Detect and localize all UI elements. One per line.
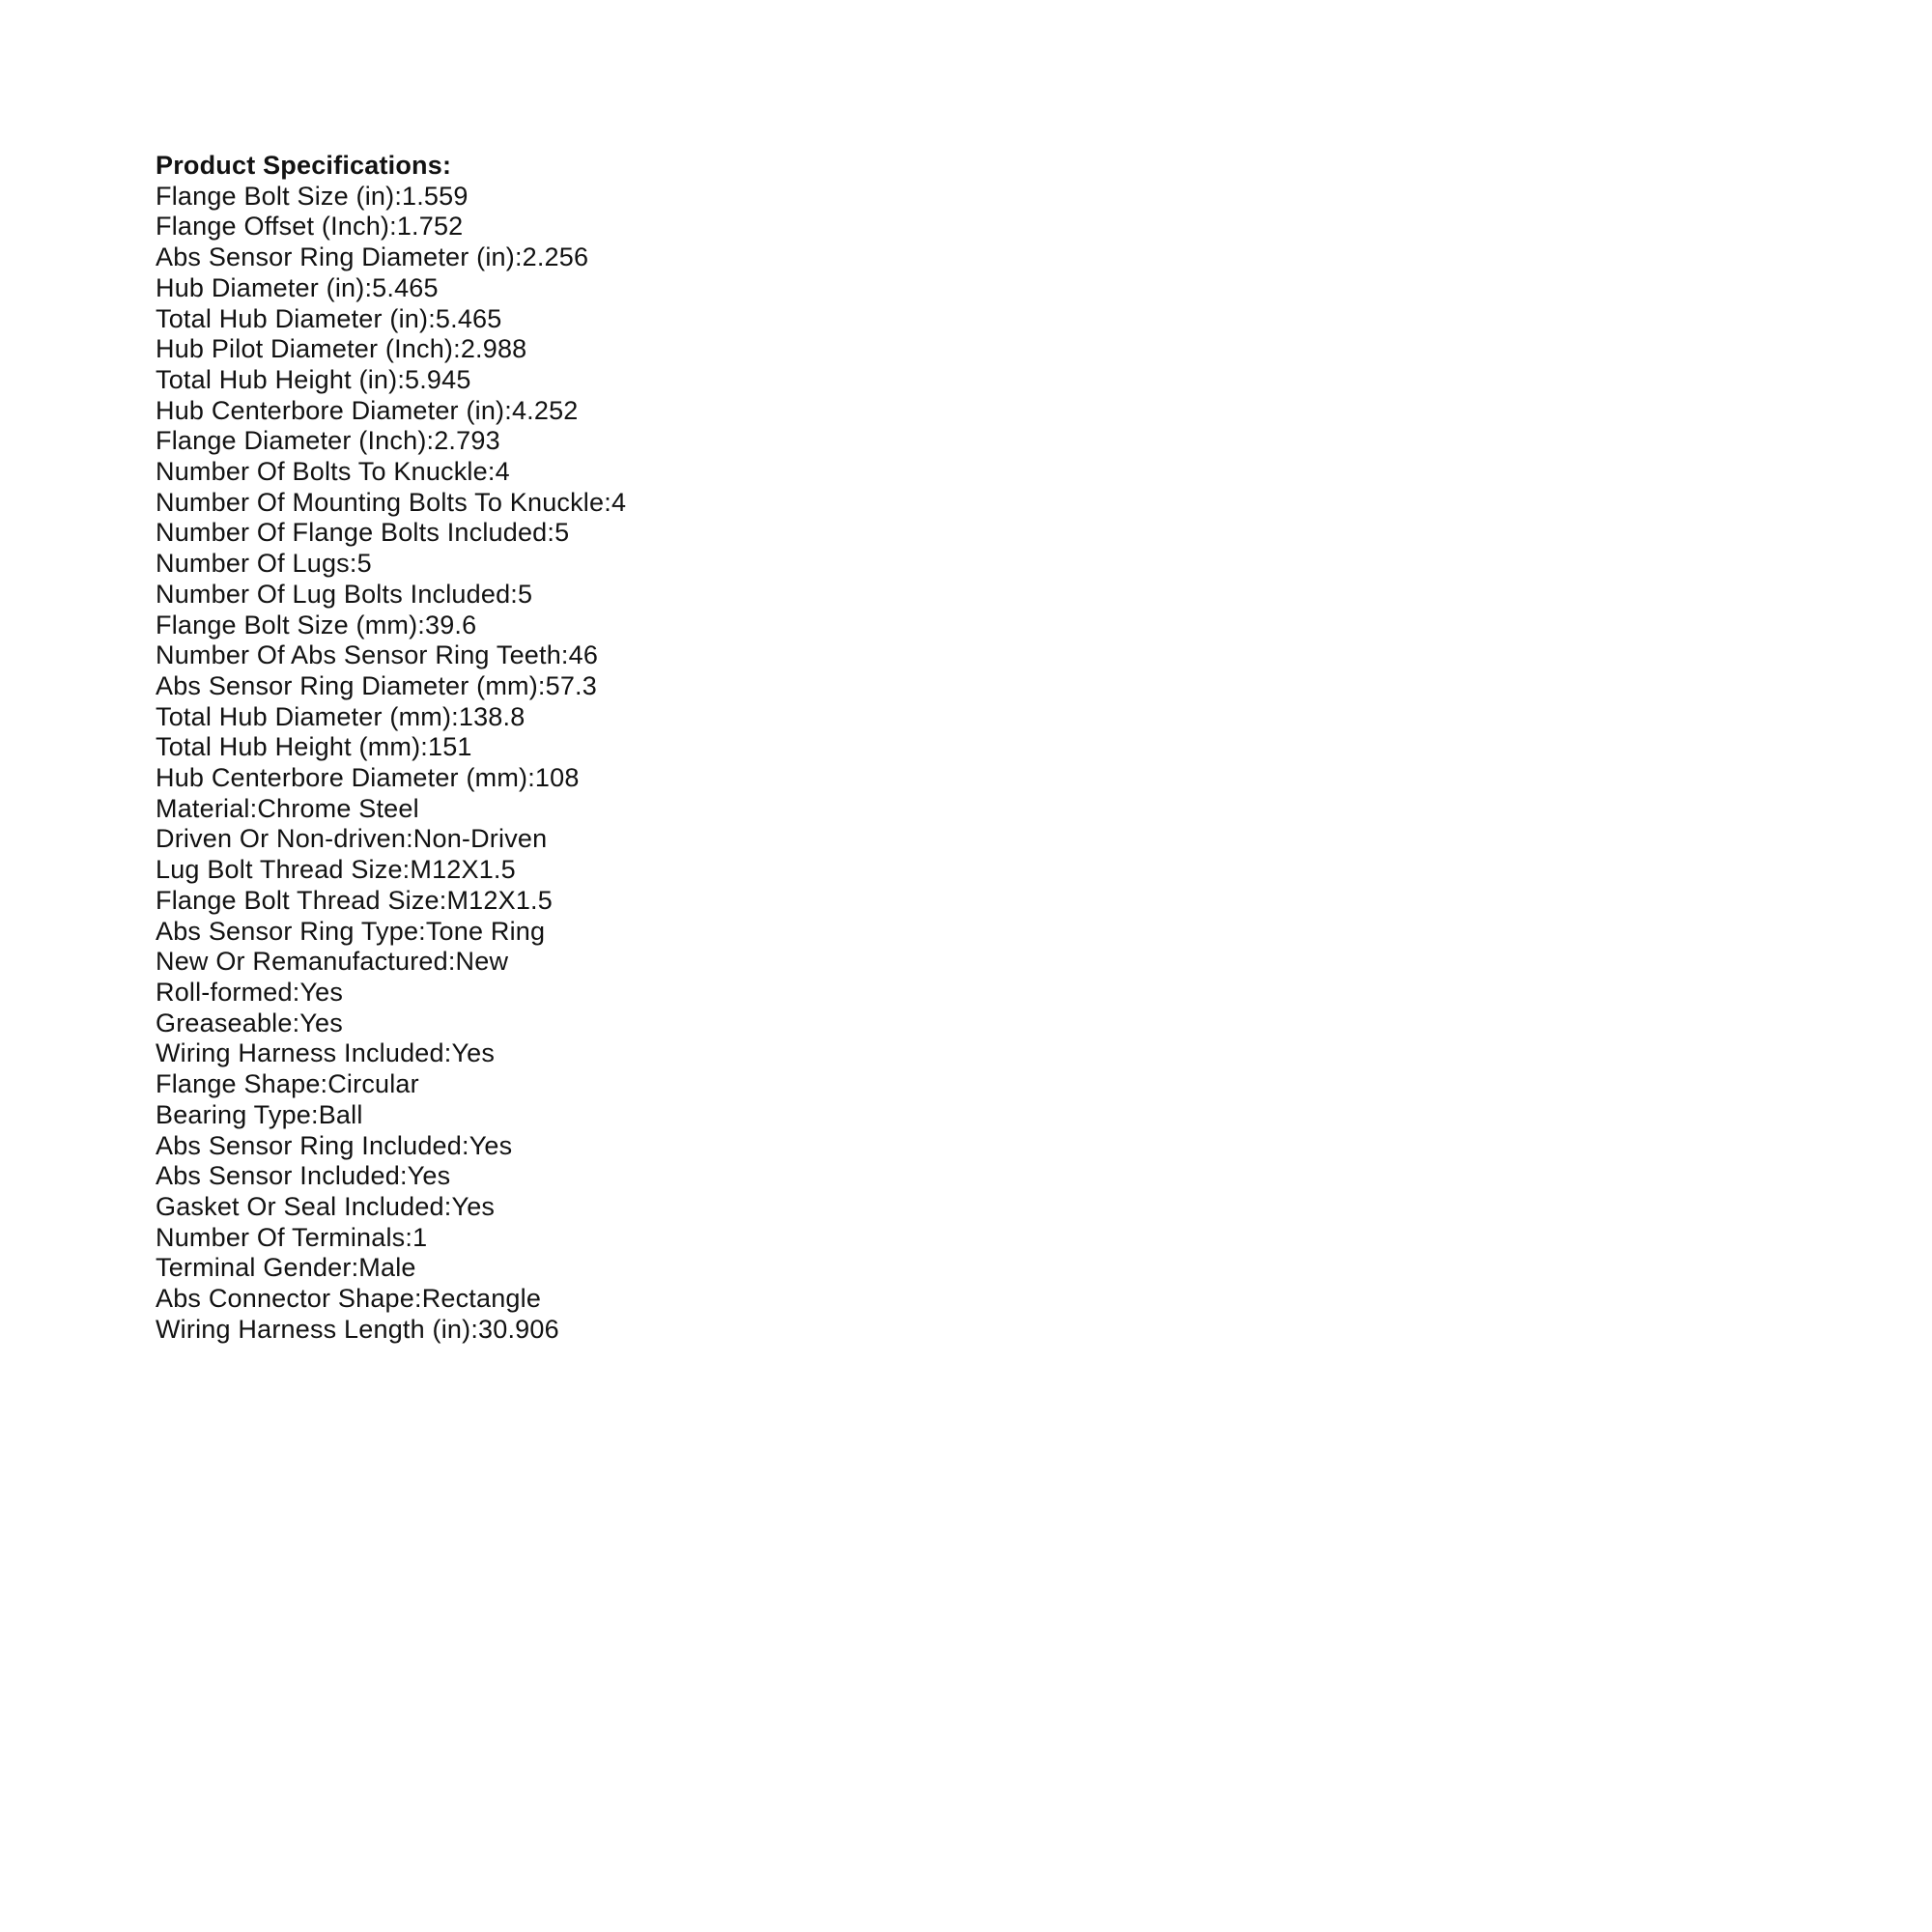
spec-row	[156, 702, 1605, 733]
spec-label: Hub Diameter (in)	[156, 272, 365, 302]
spec-value: 5	[356, 549, 372, 579]
spec-row	[156, 763, 1605, 794]
spec-row	[156, 334, 1605, 365]
spec-value: M12X1.5	[446, 885, 553, 915]
spec-separator: :	[453, 334, 461, 364]
spec-value: Circular	[327, 1069, 419, 1099]
spec-label: Total Hub Diameter (in)	[156, 303, 429, 333]
spec-label: Flange Shape	[156, 1069, 321, 1099]
spec-value: Ball	[318, 1099, 363, 1129]
spec-value: 57.3	[545, 670, 597, 700]
spec-separator: :	[418, 916, 426, 946]
spec-value: 46	[568, 640, 599, 670]
spec-row	[156, 365, 1605, 396]
spec-label: Total Hub Diameter (mm)	[156, 701, 452, 731]
spec-separator: :	[405, 1222, 413, 1252]
spec-label: Gasket Or Seal Included	[156, 1191, 444, 1221]
spec-separator: :	[389, 212, 397, 242]
spec-separator: :	[451, 701, 459, 731]
spec-separator: :	[504, 395, 512, 425]
spec-label: Abs Sensor Ring Included	[156, 1130, 462, 1160]
spec-separator: :	[249, 793, 258, 823]
spec-label: Total Hub Height (in)	[156, 364, 398, 394]
spec-label: Hub Centerbore Diameter (mm)	[156, 763, 528, 793]
spec-row	[156, 182, 1605, 213]
spec-value: 2.793	[434, 426, 500, 456]
spec-label: Terminal Gender	[156, 1253, 352, 1283]
spec-value: 5.945	[405, 364, 471, 394]
spec-separator: :	[560, 640, 569, 670]
spec-row	[156, 304, 1605, 335]
spec-value: Yes	[407, 1161, 451, 1191]
spec-row	[156, 732, 1605, 763]
spec-separator: :	[426, 426, 435, 456]
spec-separator: :	[292, 1008, 300, 1037]
spec-label: Number Of Flange Bolts Included	[156, 518, 548, 548]
spec-separator: :	[439, 885, 447, 915]
spec-separator: :	[394, 181, 403, 211]
spec-value: Yes	[451, 1038, 496, 1068]
spec-label: Flange Bolt Thread Size	[156, 885, 440, 915]
spec-label: Total Hub Height (mm)	[156, 732, 421, 762]
spec-separator: :	[406, 824, 413, 854]
spec-value: Yes	[469, 1130, 513, 1160]
spec-separator: :	[428, 303, 436, 333]
spec-value: Yes	[299, 1008, 343, 1037]
spec-value: 2.256	[522, 242, 589, 272]
spec-label: Wiring Harness Length (in)	[156, 1314, 471, 1344]
spec-row	[156, 396, 1605, 427]
spec-value: 4.252	[511, 395, 579, 425]
spec-value: 1.559	[402, 181, 469, 211]
spec-separator: :	[527, 763, 535, 793]
spec-label: Number Of Mounting Bolts To Knuckle	[156, 487, 605, 517]
spec-separator: :	[443, 1038, 452, 1068]
spec-label: Lug Bolt Thread Size	[156, 855, 403, 885]
spec-row	[156, 1038, 1605, 1069]
spec-label: Roll-formed	[156, 977, 293, 1007]
spec-separator: :	[447, 947, 456, 977]
spec-row	[156, 488, 1605, 519]
spec-value: 1.752	[396, 212, 464, 242]
spec-separator: :	[443, 1191, 452, 1221]
spec-separator: :	[514, 242, 523, 272]
spec-separator: :	[292, 977, 300, 1007]
spec-row	[156, 1131, 1605, 1162]
spec-separator: :	[311, 1099, 319, 1129]
spec-row	[156, 671, 1605, 702]
spec-value: Yes	[299, 977, 344, 1007]
spec-separator: :	[399, 1161, 408, 1191]
spec-label: Hub Pilot Diameter (Inch)	[156, 334, 454, 364]
spec-separator: :	[397, 364, 406, 394]
spec-label: Material	[156, 793, 250, 823]
spec-row	[156, 917, 1605, 948]
spec-row	[156, 426, 1605, 457]
spec-value: Male	[358, 1253, 416, 1283]
spec-row	[156, 824, 1605, 855]
spec-label: New Or Remanufactured	[156, 947, 448, 977]
spec-value: 1	[412, 1222, 428, 1252]
spec-row	[156, 1192, 1605, 1223]
spec-value: Tone Ring	[425, 916, 546, 946]
spec-row	[156, 978, 1605, 1009]
spec-separator: :	[510, 579, 518, 609]
spec-label: Greaseable	[156, 1008, 293, 1037]
spec-value: 108	[534, 763, 580, 793]
spec-row	[156, 886, 1605, 917]
spec-row	[156, 640, 1605, 671]
spec-row	[156, 1253, 1605, 1284]
spec-separator: :	[349, 549, 357, 579]
spec-value: 4	[611, 487, 627, 517]
spec-separator: :	[537, 670, 546, 700]
spec-value: M12X1.5	[410, 855, 516, 885]
spec-separator: :	[470, 1314, 479, 1344]
spec-value: 4	[495, 457, 510, 487]
spec-separator: :	[604, 487, 611, 517]
spec-row	[156, 1315, 1605, 1346]
spec-label: Number Of Terminals	[156, 1222, 406, 1252]
spec-row	[156, 1100, 1605, 1131]
specifications-list	[156, 151, 1605, 1345]
spec-value: Chrome Steel	[257, 793, 419, 823]
specifications-rows	[156, 182, 1605, 1346]
spec-label: Wiring Harness Included	[156, 1038, 444, 1068]
spec-row	[156, 457, 1605, 488]
spec-label: Number Of Abs Sensor Ring Teeth	[156, 640, 561, 670]
spec-separator: :	[417, 610, 425, 639]
spec-value: Yes	[451, 1191, 496, 1221]
spec-separator: :	[420, 732, 428, 762]
spec-label: Flange Diameter (Inch)	[156, 426, 427, 456]
spec-row	[156, 1161, 1605, 1192]
spec-row	[156, 580, 1605, 611]
spec-value: Non-Driven	[412, 824, 548, 854]
spec-value: 5	[554, 518, 570, 548]
spec-row	[156, 1223, 1605, 1254]
spec-row	[156, 549, 1605, 580]
spec-row	[156, 1009, 1605, 1039]
spec-separator: :	[402, 855, 411, 885]
spec-value: 5.465	[372, 272, 439, 302]
spec-value: 151	[427, 732, 472, 762]
spec-value: Rectangle	[421, 1284, 542, 1314]
spec-label: Number Of Bolts To Knuckle	[156, 457, 488, 487]
spec-separator: :	[413, 1284, 422, 1314]
spec-label: Number Of Lugs	[156, 549, 350, 579]
spec-label: Abs Sensor Ring Type	[156, 916, 419, 946]
spec-label: Flange Offset (Inch)	[156, 212, 390, 242]
spec-label: Abs Sensor Ring Diameter (in)	[156, 242, 515, 272]
spec-separator: :	[487, 457, 496, 487]
spec-label: Number Of Lug Bolts Included	[156, 579, 511, 609]
spec-value: 30.906	[478, 1314, 559, 1344]
spec-row	[156, 611, 1605, 641]
spec-separator: :	[320, 1069, 328, 1099]
spec-separator: :	[364, 272, 373, 302]
spec-row	[156, 242, 1605, 273]
spec-label: Abs Sensor Ring Diameter (mm)	[156, 670, 538, 700]
spec-row	[156, 794, 1605, 825]
spec-label: Hub Centerbore Diameter (in)	[156, 395, 505, 425]
spec-value: 138.8	[458, 701, 526, 731]
spec-label: Abs Sensor Included	[156, 1161, 400, 1191]
spec-row	[156, 855, 1605, 886]
spec-row	[156, 947, 1605, 978]
spec-row	[156, 518, 1605, 549]
spec-separator: :	[547, 518, 555, 548]
spec-value: New	[455, 947, 509, 977]
spec-value: 39.6	[424, 610, 477, 639]
specifications-title: Product Specifications:	[156, 151, 452, 180]
spec-label: Abs Connector Shape	[156, 1284, 414, 1314]
spec-row	[156, 273, 1605, 304]
spec-row	[156, 212, 1605, 242]
spec-row	[156, 1069, 1605, 1100]
spec-label: Bearing Type	[156, 1099, 312, 1129]
spec-separator: :	[351, 1253, 359, 1283]
spec-label: Flange Bolt Size (in)	[156, 181, 395, 211]
spec-value: 5	[518, 579, 533, 609]
spec-value: 2.988	[460, 334, 527, 364]
spec-row	[156, 1284, 1605, 1315]
spec-value: 5.465	[435, 303, 502, 333]
spec-separator: :	[462, 1130, 469, 1160]
spec-label: Driven Or Non-driven	[156, 824, 407, 854]
spec-label: Flange Bolt Size (mm)	[156, 610, 418, 639]
